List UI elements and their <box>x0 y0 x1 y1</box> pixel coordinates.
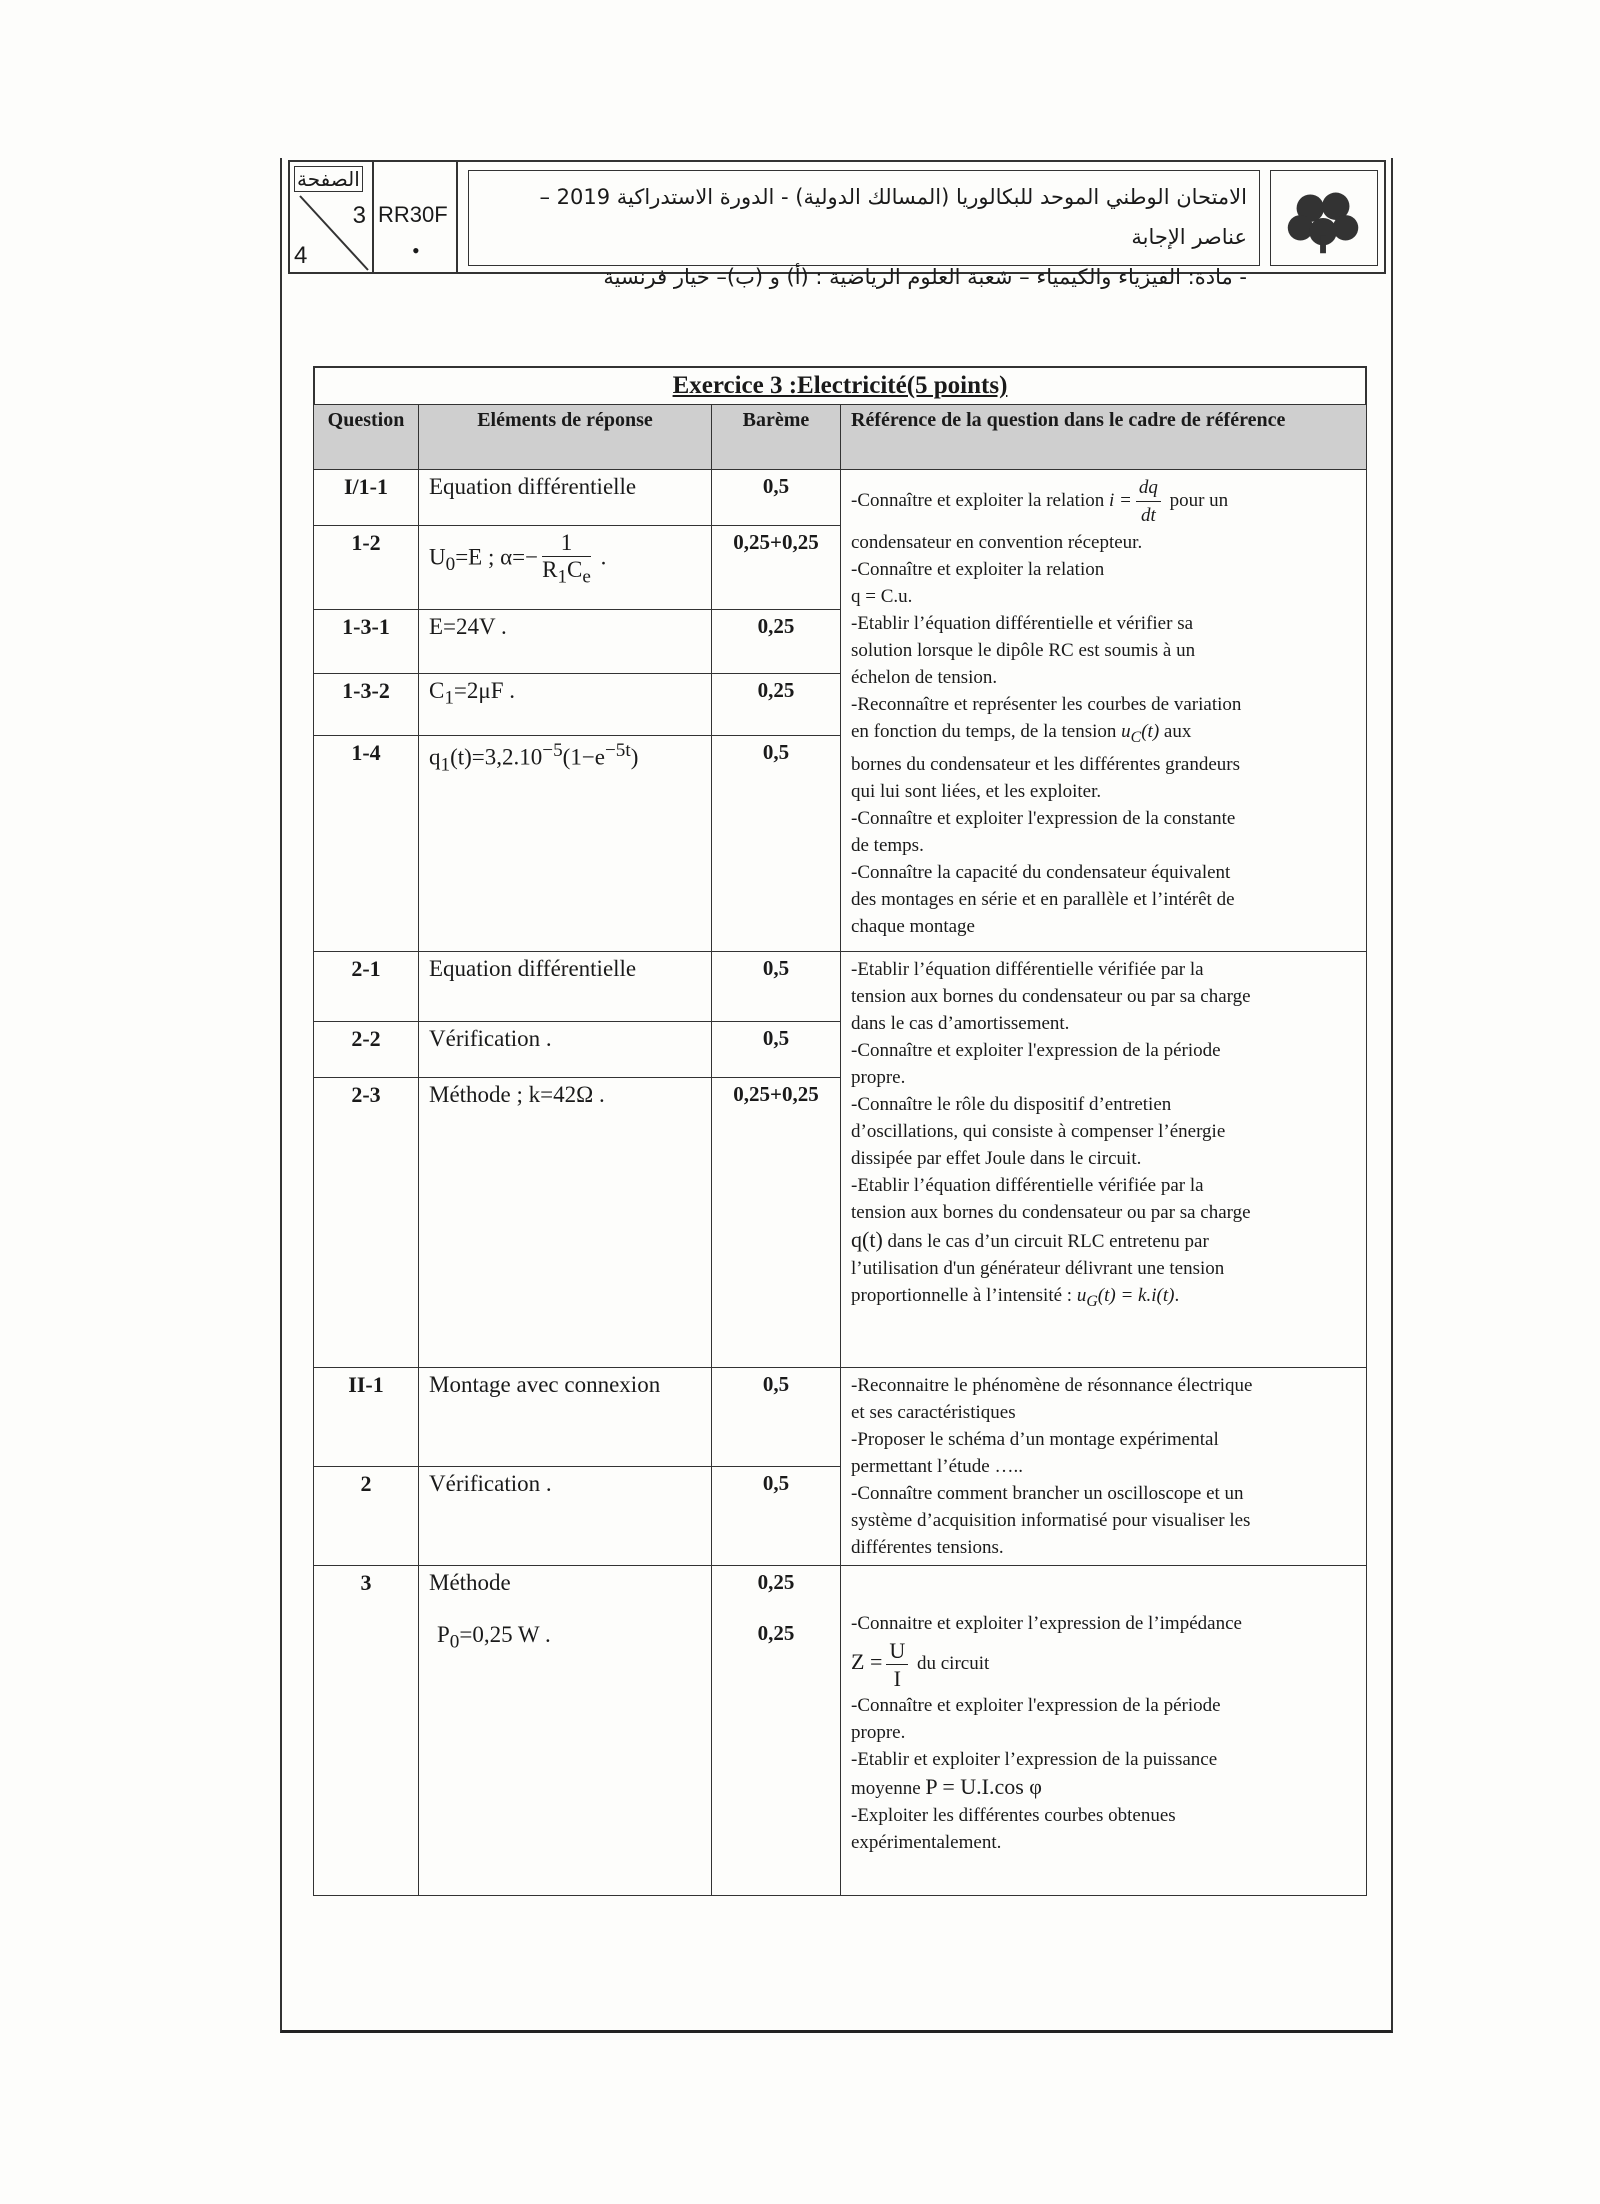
table-header-row <box>314 405 1367 470</box>
table-row: II-1 Montage avec connexion 0,5 -Reconnaitre le phénomène de résonnance électrique et ses caractéristiques -Proposer le schéma d’un montage expérimental permettant l’étude ….. -Connaître comment brancher un oscilloscope et un système d’acquisition informatisé pour visualiser les différentes tensions. <box>314 1368 1367 1467</box>
col-question: Question <box>314 405 419 470</box>
reference-cell-power: -Connaitre et exploiter l’expression de l’impédance Z = $\frac{U}{I}$ du circuit -Connaître et exploiter l'expression de la période propre. -Etablir et exploiter l’expression de la puissance moyenne P = U.I.cos φ -Exploiter les différentes courbes obtenues expérimentalement. <box>841 1566 1367 1896</box>
exam-title-line1: الامتحان الوطني الموحد للبكالوريا (المسالك الدولية) - الدورة الاستدراكية 2019 – عناصر الإجابة <box>539 185 1247 249</box>
reference-cell-rc: -Connaître et exploiter la relation i = $\frac{dq}{dt}$ pour un condensateur en convention récepteur. -Connaître et exploiter la relation q = C.u. -Etablir l’équation différentielle et vérifier sa solution lorsque le dipôle RC est soumis à un échelon de tension. -Reconnaître et représenter les courbes de variation en fonction du temps, de la tension $u_C(t)$ aux bornes du condensateur et les différentes grandeurs qui lui sont liées, et les exploiter. -Connaître et exploiter l'expression de la constante de temps. -Connaître la capacité du condensateur équivalent des montages en série et en parallèle et l’intérêt de chaque montage <box>841 470 1367 952</box>
table-row: 1-3-2 $C_1=2\mu F$ . 0,25 <box>314 674 1367 736</box>
exam-title-box <box>468 170 1260 289</box>
table-row: 2 Vérification . 0,5 <box>314 1467 1367 1566</box>
table-row: 2-1 Equation différentielle 0,5 -Etablir l’équation différentielle vérifiée par la tension aux bornes du condensateur ou par sa charge dans le cas d’amortissement. -Connaître et exploiter l'expression de la période propre. -Connaître le rôle du dispositif d’entretien d’oscillations, qui consiste à compenser l’énergie dissipée par effet Joule dans le circuit. -Etablir l’équation différentielle vérifiée par la tension aux bornes du condensateur ou par sa charge q(t) dans le cas d’un circuit RLC entretenu par l’utilisation d'un générateur délivrant une tension proportionnelle à l’intensité : $u_G(t) = k.i(t)$. <box>314 952 1367 1022</box>
exam-header <box>288 160 1386 289</box>
table-row: 2-3 Méthode ; k=42Ω . 0,25+0,25 <box>314 1078 1367 1368</box>
page-current: 3 <box>352 202 366 229</box>
reference-cell-rlc: -Etablir l’équation différentielle vérifiée par la tension aux bornes du condensateur ou par sa charge dans le cas d’amortissement. -Connaître et exploiter l'expression de la période propre. -Connaître le rôle du dispositif d’entretien d’oscillations, qui consiste à compenser l’énergie dissipée par effet Joule dans le circuit. -Etablir l’équation différentielle vérifiée par la tension aux bornes du condensateur ou par sa charge q(t) dans le cas d’un circuit RLC entretenu par l’utilisation d'un générateur délivrant une tension proportionnelle à l’intensité : $u_G(t) = k.i(t)$. <box>841 952 1367 1368</box>
exam-code: RR30F <box>378 202 448 227</box>
exam-title-line2: - مادة: الفيزياء والكيمياء – شعبة العلوم الرياضية : (أ) و (ب)– خيار فرنسية <box>603 265 1247 289</box>
table-row: 1-4 $q_1(t)=3,2.10^{-5}(1-e^{-5t})$ 0,5 <box>314 736 1367 952</box>
page-number-box <box>290 162 374 272</box>
reference-cell-resonance: -Reconnaitre le phénomène de résonnance électrique et ses caractéristiques -Proposer le schéma d’un montage expérimental permettant l’étude ….. -Connaître comment brancher un oscilloscope et un système d’acquisition informatisé pour visualiser les différentes tensions. <box>841 1368 1367 1566</box>
table-row: 1-2 $U_0=E$ ; α=− $\frac{1}{R_1C_e}$ . 0,25+0,25 <box>314 526 1367 610</box>
table-row: 3 Méthode $P_0=0,25$ W . 0,25 0,25 -Connaitre et exploiter l’expression de l’impédance Z = $\frac{U}{I}$ du circuit -Connaître et exploiter l'expression de la période propre. -Etablir et exploiter l’expression de la puissance moyenne P = U.I.cos φ -Exploiter les différentes courbes obtenues expérimentalement. <box>314 1566 1367 1896</box>
answer-table <box>313 404 1367 1896</box>
ministry-logo-icon <box>1270 170 1378 266</box>
page-label: الصفحة <box>294 166 363 192</box>
col-reference: Référence de la question dans le cadre de référence <box>841 405 1367 470</box>
page-total: 4 <box>294 242 308 269</box>
col-elements: Eléments de réponse <box>419 405 712 470</box>
exam-code-dot: • <box>412 238 420 263</box>
col-bareme: Barème <box>712 405 841 470</box>
table-row: 1-3-1 E=24V . 0,25 <box>314 610 1367 674</box>
exercise-title: Exercice 3 :Electricité(5 points) <box>313 366 1367 404</box>
table-row: I/1-1 Equation différentielle 0,5 -Connaître et exploiter la relation i = $\frac{dq}{dt}$ pour un condensateur en convention récepteur. -Connaître et exploiter la relation q = C.u. -Etablir l’équation différentielle et vérifier sa solution lorsque le dipôle RC est soumis à un échelon de tension. -Reconnaître et représenter les courbes de variation en fonction du temps, de la tension $u_C(t)$ aux bornes du condensateur et les différentes grandeurs qui lui sont liées, et les exploiter. -Connaître et exploiter l'expression de la constante de temps. -Connaître la capacité du condensateur équivalent des montages en série et en parallèle et l’intérêt de chaque montage <box>314 470 1367 526</box>
exam-code-box <box>374 162 458 272</box>
table-row: 2-2 Vérification . 0,5 <box>314 1022 1367 1078</box>
